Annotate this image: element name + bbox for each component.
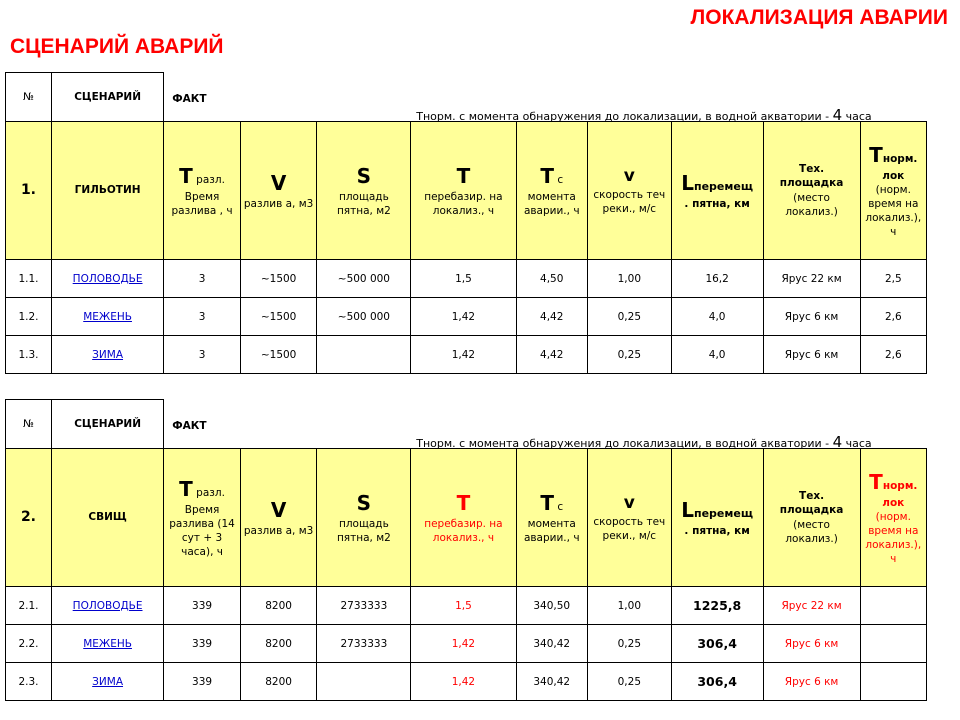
cell-l: 4,0	[671, 336, 763, 374]
cell-vr: 0,25	[587, 625, 671, 663]
cell-t: 339	[164, 625, 241, 663]
cell-tp: 1,42	[411, 625, 516, 663]
col-river-speed: v скорость теч реки., м/с	[587, 122, 671, 260]
cell-tp: 1,42	[411, 336, 516, 374]
season-link[interactable]: ПОЛОВОДЬЕ	[72, 272, 143, 285]
col-t-rebase: Т перебазир. на локализ., ч	[411, 122, 516, 260]
table-row	[6, 260, 927, 298]
cell-v: ~1500	[240, 298, 317, 336]
scenario-header: СЦЕНАРИЙ	[51, 73, 163, 122]
row-num: 1.3.	[6, 336, 52, 374]
scenario-id: 1.	[6, 122, 52, 260]
cell-vr: 0,25	[587, 663, 671, 701]
table-row	[6, 298, 927, 336]
cell-tex: Ярус 6 км	[763, 663, 860, 701]
col-volume: V разлив а, м3	[240, 449, 317, 587]
season-link[interactable]: МЕЖЕНЬ	[83, 310, 132, 323]
row-season-link[interactable]	[51, 260, 163, 298]
cell-l: 306,4	[671, 663, 763, 701]
cell-v: 8200	[240, 625, 317, 663]
cell-tn: 2,5	[860, 260, 926, 298]
cell-tn: 2,6	[860, 298, 926, 336]
cell-tn	[860, 587, 926, 625]
cell-t: 3	[164, 336, 241, 374]
col-t-rebase: Т перебазир. на локализ., ч	[411, 449, 516, 587]
cell-s	[317, 336, 411, 374]
col-volume: V разлив а, м3	[240, 122, 317, 260]
row-season-link[interactable]	[51, 298, 163, 336]
cell-ta: 4,42	[516, 336, 587, 374]
cell-tp: 1,5	[411, 260, 516, 298]
num-header: №	[6, 400, 52, 449]
table-row	[6, 663, 927, 701]
table-row	[6, 336, 927, 374]
cell-v: 8200	[240, 663, 317, 701]
col-t-norm: Тнорм. лок (норм. время на локализ.), ч	[860, 449, 926, 587]
col-t-accident: Т с момента аварии., ч	[516, 122, 587, 260]
col-t-norm: Тнорм. лок (норм. время на локализ.), ч	[860, 122, 926, 260]
row-num: 2.3.	[6, 663, 52, 701]
col-l-displacement: Lперемещ . пятна, км	[671, 449, 763, 587]
cell-v: 8200	[240, 587, 317, 625]
fact-header	[164, 73, 927, 122]
cell-tp: 1,42	[411, 663, 516, 701]
table-row	[6, 625, 927, 663]
scenario-table-fistula	[5, 399, 927, 701]
col-tech-site: Тех. площадка (место локализ.)	[763, 122, 860, 260]
fact-header	[164, 400, 927, 449]
page-title-localization: ЛОКАЛИЗАЦИЯ АВАРИИ	[690, 6, 948, 29]
table-row	[6, 587, 927, 625]
cell-ta: 340,50	[516, 587, 587, 625]
col-t-accident: Т с момента аварии., ч	[516, 449, 587, 587]
col-area: S площадь пятна, м2	[317, 449, 411, 587]
cell-s: 2733333	[317, 587, 411, 625]
cell-tex: Ярус 6 км	[763, 625, 860, 663]
cell-tex: Ярус 22 км	[763, 260, 860, 298]
cell-vr: 0,25	[587, 298, 671, 336]
scenario-id: 2.	[6, 449, 52, 587]
cell-tex: Ярус 22 км	[763, 587, 860, 625]
row-season-link[interactable]	[51, 336, 163, 374]
season-link[interactable]: ЗИМА	[92, 348, 124, 361]
cell-s: ~500 000	[317, 260, 411, 298]
cell-tn	[860, 625, 926, 663]
cell-s: 2733333	[317, 625, 411, 663]
cell-v: ~1500	[240, 260, 317, 298]
fact-label: ФАКТ	[172, 419, 207, 432]
fact-label: ФАКТ	[172, 92, 207, 105]
row-num: 1.2.	[6, 298, 52, 336]
cell-vr: 0,25	[587, 336, 671, 374]
scenario-header: СЦЕНАРИЙ	[51, 400, 163, 449]
norm-note: Тнорм. с момента обнаружения до локализации, в водной акватории - 4 часа	[416, 105, 872, 122]
cell-vr: 1,00	[587, 260, 671, 298]
col-area: S площадь пятна, м2	[317, 122, 411, 260]
cell-vr: 1,00	[587, 587, 671, 625]
cell-t: 3	[164, 260, 241, 298]
cell-t: 3	[164, 298, 241, 336]
cell-tp: 1,5	[411, 587, 516, 625]
num-header: №	[6, 73, 52, 122]
row-num: 2.2.	[6, 625, 52, 663]
cell-ta: 340,42	[516, 663, 587, 701]
season-link[interactable]: ЗИМА	[92, 675, 124, 688]
cell-s: ~500 000	[317, 298, 411, 336]
col-river-speed: v скорость теч реки., м/с	[587, 449, 671, 587]
cell-tp: 1,42	[411, 298, 516, 336]
col-t-spill: Т разл. Время разлива , ч	[164, 122, 241, 260]
cell-tn	[860, 663, 926, 701]
cell-s	[317, 663, 411, 701]
cell-t: 339	[164, 587, 241, 625]
cell-v: ~1500	[240, 336, 317, 374]
season-link[interactable]: ПОЛОВОДЬЕ	[72, 599, 143, 612]
scenario-name: ГИЛЬОТИН	[51, 122, 163, 260]
row-season-link[interactable]	[51, 663, 163, 701]
col-tech-site: Тех. площадка (место локализ.)	[763, 449, 860, 587]
row-num: 2.1.	[6, 587, 52, 625]
cell-l: 4,0	[671, 298, 763, 336]
scenario-table-guillotine	[5, 72, 927, 374]
norm-note: Тнорм. с момента обнаружения до локализации, в водной акватории - 4 часа	[416, 432, 872, 449]
season-link[interactable]: МЕЖЕНЬ	[83, 637, 132, 650]
cell-t: 339	[164, 663, 241, 701]
cell-l: 1225,8	[671, 587, 763, 625]
cell-ta: 4,42	[516, 298, 587, 336]
row-season-link[interactable]	[51, 587, 163, 625]
row-num: 1.1.	[6, 260, 52, 298]
cell-ta: 4,50	[516, 260, 587, 298]
row-season-link[interactable]	[51, 625, 163, 663]
cell-l: 306,4	[671, 625, 763, 663]
scenario-name: СВИЩ	[51, 449, 163, 587]
col-l-displacement: Lперемещ . пятна, км	[671, 122, 763, 260]
page-title-scenario: СЦЕНАРИЙ АВАРИЙ	[10, 35, 224, 58]
cell-l: 16,2	[671, 260, 763, 298]
cell-tex: Ярус 6 км	[763, 298, 860, 336]
cell-tn: 2,6	[860, 336, 926, 374]
col-t-spill: Т разл. Время разлива (14 сут + 3 часа), ч	[164, 449, 241, 587]
cell-ta: 340,42	[516, 625, 587, 663]
cell-tex: Ярус 6 км	[763, 336, 860, 374]
